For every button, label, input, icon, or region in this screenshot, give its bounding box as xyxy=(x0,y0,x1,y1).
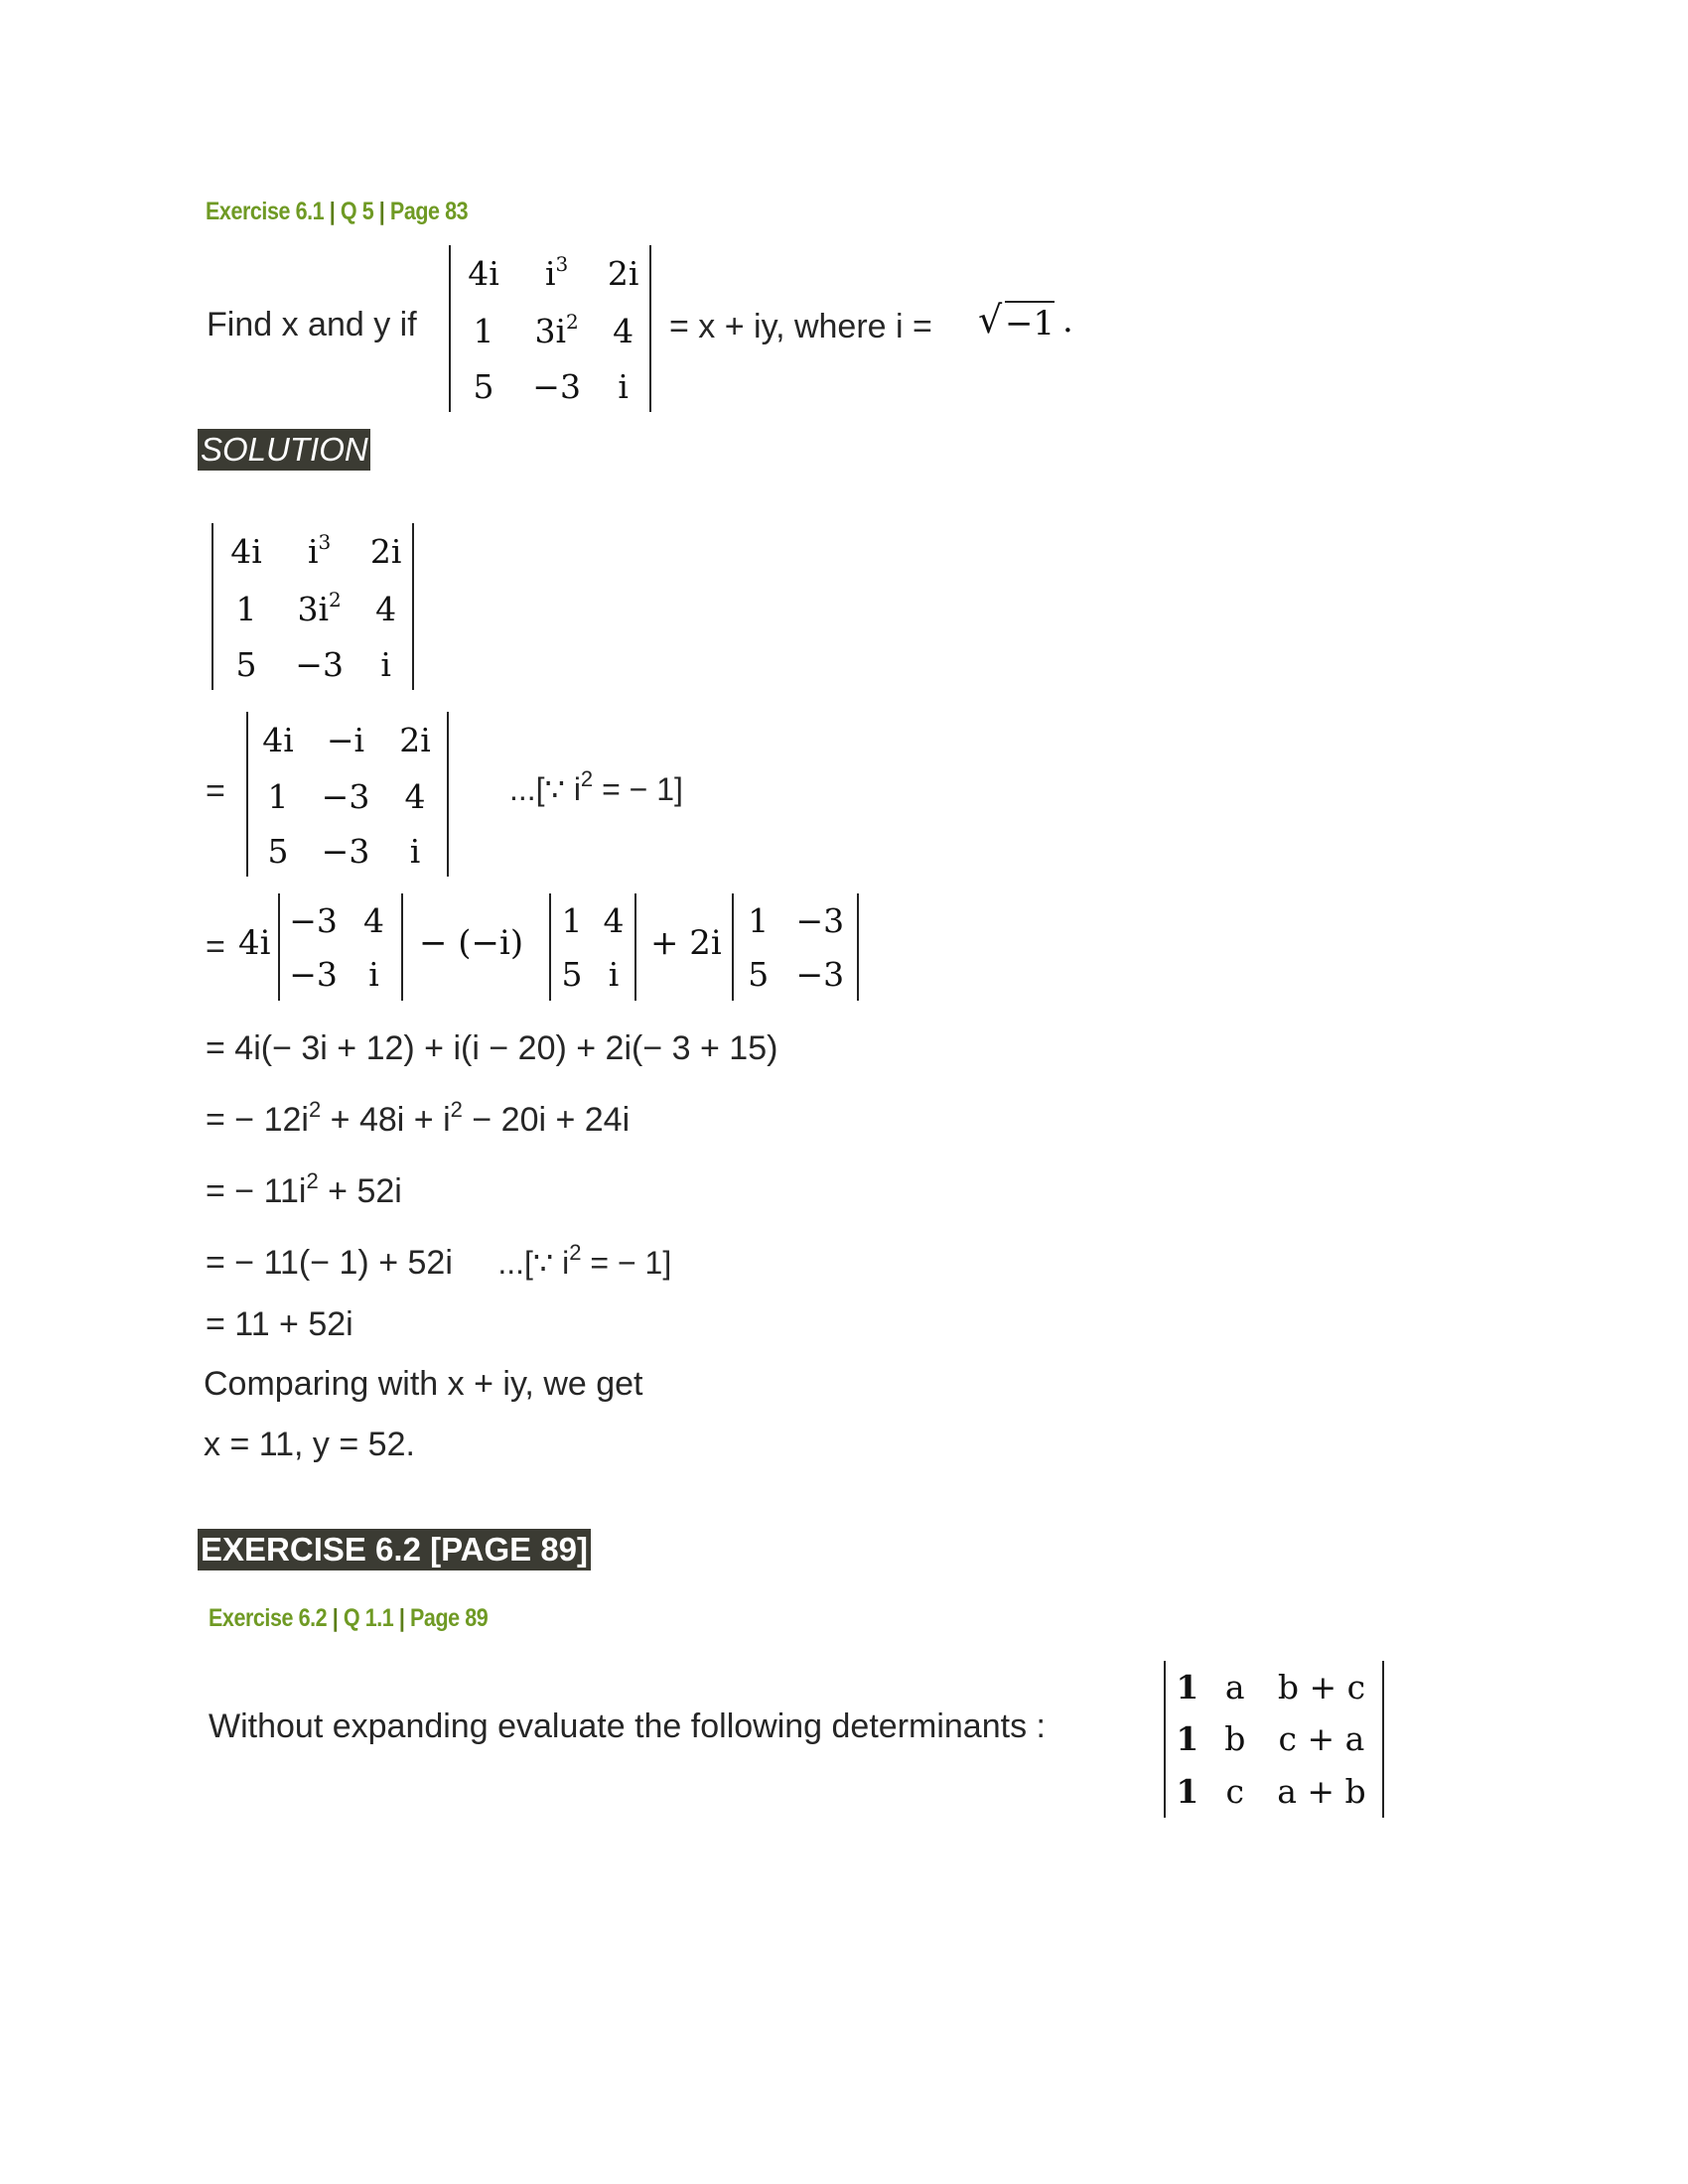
matrix-cell: 5 xyxy=(267,831,289,871)
identity-note: ...[∵ $i^2$ = − 1] xyxy=(509,766,683,807)
question-prompt: Without expanding evaluate the following determinants : xyxy=(209,1707,1046,1745)
matrix-cell: 4 xyxy=(404,776,426,816)
question-meta xyxy=(209,1604,488,1633)
matrix-cell: 4 xyxy=(363,900,385,940)
matrix-cell: b xyxy=(1224,1719,1246,1759)
matrix-cell: c + a xyxy=(1278,1719,1365,1759)
matrix-cell: 5 xyxy=(235,644,257,684)
matrix-cell: b + c xyxy=(1277,1667,1366,1706)
exercise-heading: EXERCISE 6.2 [PAGE 89] xyxy=(198,1529,591,1570)
sqrt-symbol: √ xyxy=(978,298,1003,341)
matrix-cell: c xyxy=(1225,1772,1244,1812)
page-number: Page 89 xyxy=(410,1604,489,1632)
exercise-number: Exercise 6.1 xyxy=(206,198,325,225)
matrix-cell: 1 xyxy=(267,776,289,816)
exercise-number: Exercise 6.2 xyxy=(209,1604,328,1632)
matrix-cell: 1 xyxy=(1176,1667,1199,1706)
separator: | xyxy=(378,198,385,225)
matrix-cell: −3 xyxy=(289,954,338,994)
matrix-cell: 4 xyxy=(603,900,625,940)
matrix-cell: i xyxy=(608,954,620,994)
final-answer: x = 11, y = 52. xyxy=(204,1426,415,1463)
matrix-cell: 2i xyxy=(607,253,639,293)
matrix-cell: −3 xyxy=(321,831,370,871)
matrix-cell: 1 xyxy=(473,311,494,350)
matrix-cell: 1 xyxy=(561,900,583,940)
solution-determinant-step1 xyxy=(246,712,449,877)
equals-sign: = xyxy=(206,928,225,966)
comparison-text: Comparing with x + iy, we get xyxy=(204,1365,643,1403)
matrix-cell: i xyxy=(618,366,629,406)
matrix-cell: 2i xyxy=(369,531,402,571)
matrix-cell: i xyxy=(409,831,421,871)
sqrt-argument: −1 xyxy=(1005,301,1055,343)
matrix-cell: −3 xyxy=(321,776,370,816)
solution-label: SOLUTION xyxy=(198,429,370,471)
cofactor-coefficient: 4i xyxy=(238,923,271,963)
matrix-cell: 4i xyxy=(468,253,499,293)
matrix-cell: 5 xyxy=(473,366,494,406)
equals-sign: = xyxy=(206,772,225,810)
matrix-cell: 4i xyxy=(230,531,262,571)
solution-step: = 11 + 52i xyxy=(206,1305,353,1343)
matrix-cell: 5 xyxy=(748,954,770,994)
question-prompt-suffix: = x + iy, where i = xyxy=(669,308,932,345)
matrix-cell: i xyxy=(368,954,379,994)
matrix-cell: 1 xyxy=(748,900,770,940)
question-determinant xyxy=(1164,1661,1384,1818)
question-prompt-prefix: Find x and y if xyxy=(207,306,417,343)
question-meta xyxy=(206,198,468,226)
matrix-cell: −i xyxy=(326,720,365,759)
question-number: Q 5 xyxy=(340,198,374,225)
question-number: Q 1.1 xyxy=(343,1604,394,1632)
cofactor-operator: − (−i) xyxy=(419,923,524,963)
solution-step: = − 11(− 1) + 52i ...[∵ $i^2$ = − 1] xyxy=(206,1240,672,1282)
minor-determinant-1 xyxy=(278,893,403,1001)
separator: | xyxy=(398,1604,405,1632)
matrix-cell: 2i xyxy=(399,720,431,759)
solution-determinant-original xyxy=(211,523,414,690)
matrix-cell: $3i^2$ xyxy=(297,587,342,628)
matrix-cell: 5 xyxy=(561,954,583,994)
identity-note: ...[∵ $i^2$ = − 1] xyxy=(497,1240,672,1281)
matrix-cell: 1 xyxy=(235,589,257,628)
matrix-cell: −3 xyxy=(532,366,581,406)
cofactor-operator: + 2i xyxy=(650,923,722,963)
question-determinant xyxy=(449,245,651,412)
matrix-cell: i xyxy=(380,644,391,684)
matrix-cell: −3 xyxy=(795,900,845,940)
matrix-cell: $i^3$ xyxy=(544,251,569,293)
matrix-cell: a + b xyxy=(1277,1772,1366,1812)
matrix-cell: −3 xyxy=(295,644,344,684)
matrix-cell: 4 xyxy=(375,589,397,628)
solution-step: = − $11i^2 + 52i$ xyxy=(206,1168,402,1210)
matrix-cell: −3 xyxy=(795,954,845,994)
separator: | xyxy=(332,1604,339,1632)
solution-step: = − $12i^2 + 48i + i^2 - 20i + 24i$ xyxy=(206,1097,631,1139)
matrix-cell: 1 xyxy=(1176,1719,1199,1759)
matrix-cell: $i^3$ xyxy=(307,529,332,571)
minor-determinant-2 xyxy=(549,893,636,1001)
matrix-cell: 4i xyxy=(262,720,294,759)
separator: | xyxy=(329,198,336,225)
matrix-cell: 4 xyxy=(613,311,634,350)
matrix-cell: −3 xyxy=(289,900,338,940)
minor-determinant-3 xyxy=(732,893,859,1001)
page-number: Page 83 xyxy=(389,198,469,225)
solution-step: = 4i(− 3i + 12) + i(i − 20) + 2i(− 3 + 15) xyxy=(206,1029,778,1067)
matrix-cell: $3i^2$ xyxy=(534,309,579,350)
matrix-cell: 1 xyxy=(1176,1772,1199,1812)
period: . xyxy=(1062,301,1073,341)
matrix-cell: a xyxy=(1224,1667,1245,1706)
